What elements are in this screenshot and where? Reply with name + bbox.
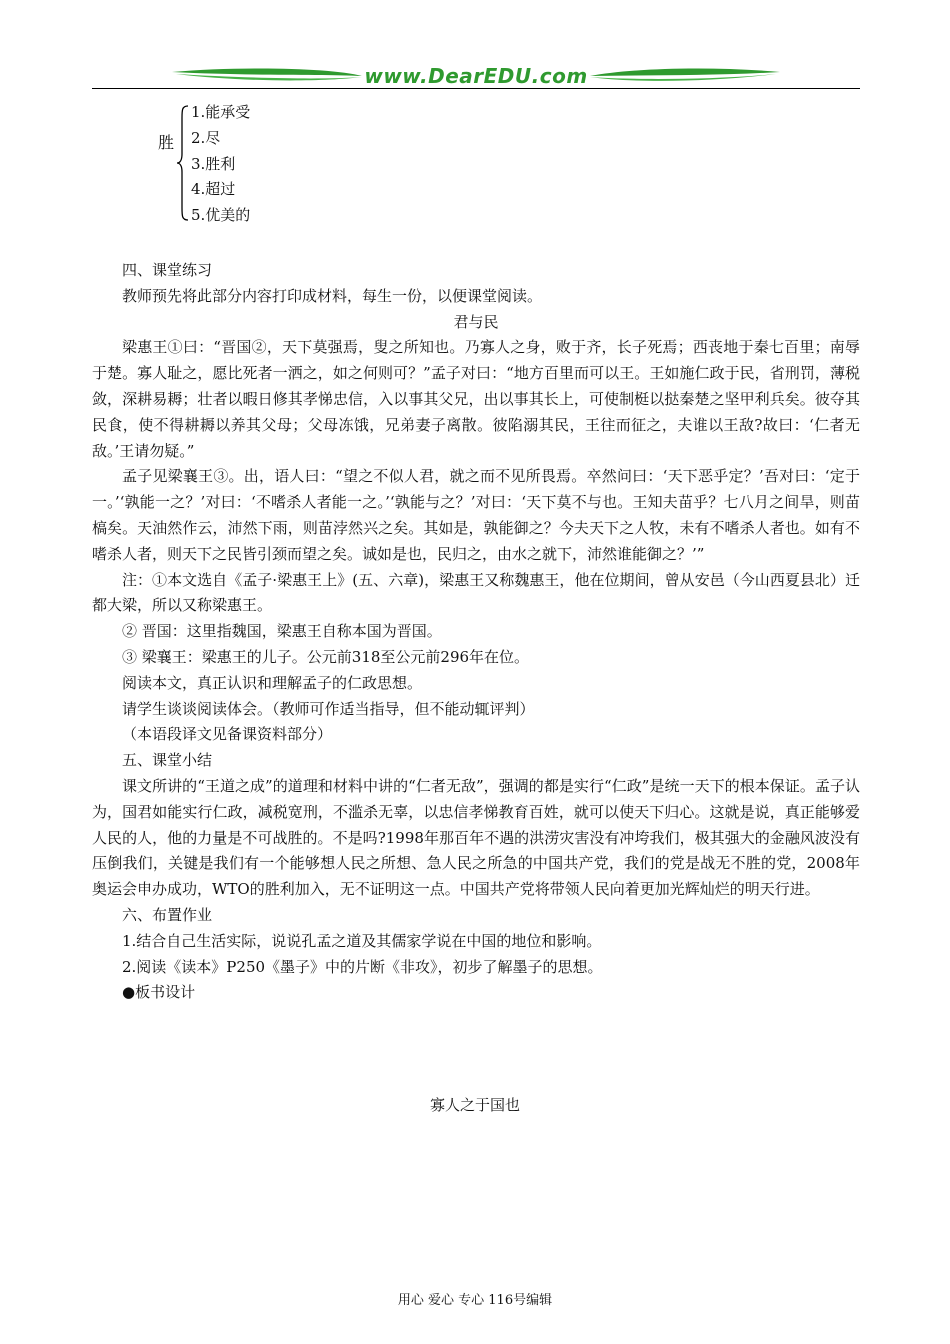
main-content [92,258,860,1006]
brace-item: 5.优美的 [191,206,251,225]
brace-item: 2.尽 [191,128,221,147]
site-logo-text: www.DearEDU.com [364,64,588,88]
note: ③ 梁襄王：梁惠王的儿子。公元前318至公元前296年在位。 [122,647,530,666]
note: 注：①本文选自《孟子·梁惠王上》(五、六章)，梁惠王又称魏惠王，他在位期间，曾从安邑（今山西夏县北）迁都大梁，所以又称梁惠王。 [92,570,860,615]
paragraph: 阅读本文，真正认识和理解孟子的仁政思想。 [122,673,423,692]
paragraph: 教师预先将此部分内容打印成材料，每生一份，以便课堂阅读。 [122,286,543,305]
brace-headword: 胜 [158,133,175,152]
homework-item: 2.阅读《读本》P250《墨子》中的片断《非攻》，初步了解墨子的思想。 [122,957,603,976]
brace-items [191,100,331,229]
board-title: 寡人之于国也 [429,1096,520,1114]
paragraph: 课文所讲的“王道之成”的道理和材料中讲的“仁者无敌”，强调的都是实行“仁政”是统一天下的根本保证。孟子认为，国君如能实行仁政，减税宽刑，不滥杀无辜，以忠信孝悌教育百姓，就可以使天下归心。这就是说，真正能够爱人民的人，他的力量是不可战胜的。不是吗?1998年那百年不遇的洪涝灾害没有冲垮我们，极其强大的金融风波没有压倒我们，关键是我们有一个能够想人民之所想、急人民之所急的中国共产党，我们的党是战无不胜的党，2008年奥运会申办成功，WTO的胜利加入，无不证明这一点。中国共产党将带领人民向着更加光辉灿烂的明天行进。 [92,776,860,899]
section-heading: 五、课堂小结 [122,751,213,770]
board-design-heading: ●板书设计 [122,983,196,1002]
brace-item: 1.能承受 [191,103,251,121]
reading-paragraph: 梁惠王①曰：“晋国②，天下莫强焉，叟之所知也。乃寡人之身，败于齐，长子死焉；西丧地于秦七百里；南辱于楚。寡人耻之，愿比死者一洒之，如之何则可？”孟子对曰：“地方百里而可以王。王如施仁政于民，省刑罚，薄税敛，深耕易耨；壮者以暇日修其孝悌忠信，入以事其父兄，出以事其长上，可使制梃以挞秦楚之坚甲利兵矣。彼夺其民食，使不得耕耨以养其父母；父母冻饿，兄弟妻子离散。彼陷溺其民，王往而征之，夫谁以王敌?故曰：‘仁者无敌。’王请勿疑。” [92,338,860,460]
header-rule [92,88,860,89]
brace-item: 4.超过 [191,180,236,199]
brace-item: 3.胜利 [191,154,236,173]
paragraph: （本语段译文见备课资料部分） [122,725,333,744]
section-heading: 四、课堂练习 [122,261,213,279]
curly-brace-icon [176,104,190,222]
reading-title: 君与民 [453,312,499,331]
reading-paragraph: 孟子见梁襄王③。出，语人曰：“望之不似人君，就之而不见所畏焉。卒然问曰：‘天下恶乎定？’吾对曰：‘定于一。’‘孰能一之？’对曰：‘不嗜杀人者能一之。’‘孰能与之？’对曰：‘天下莫不与也。王知夫苗乎？七八月之间旱，则苗槁矣。天油然作云，沛然下雨，则苗浡然兴之矣。其如是，孰能御之？今夫天下之人牧，未有不嗜杀人者也。如有不嗜杀人者，则天下之民皆引颈而望之矣。诚如是也，民归之，由水之就下，沛然谁能御之？’” [92,467,860,563]
homework-item: 1.结合自己生活实际，说说孔孟之道及其儒家学说在中国的地位和影响。 [122,931,602,950]
note: ② 晋国：这里指魏国，梁惠王自称本国为晋国。 [122,622,442,641]
page-footer: 用心 爱心 专心 116号编辑 [397,1293,553,1308]
paragraph: 请学生谈谈阅读体会。（教师可作适当指导，但不能动辄评判） [122,699,535,718]
section-heading: 六、布置作业 [122,905,213,924]
